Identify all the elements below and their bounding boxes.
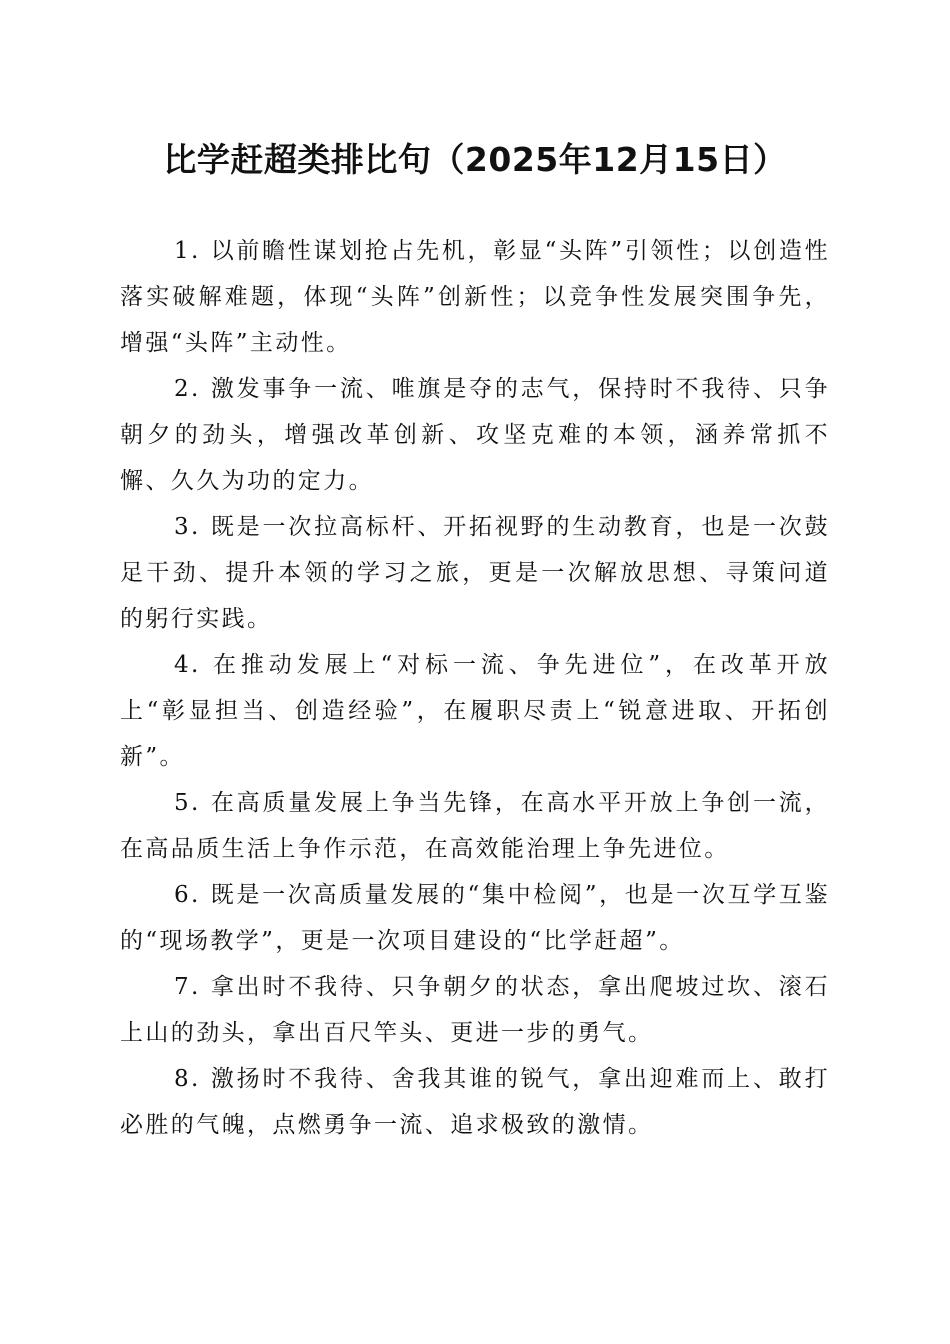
paragraph-1: 1. 以前瞻性谋划抢占先机，彰显“头阵”引领性；以创造性落实破解难题，体现“头阵”创新性；以竞争性发展突围争先，增强“头阵”主动性。: [120, 238, 830, 356]
paragraph-4: 4. 在推动发展上“对标一流、争先进位”，在改革开放上“彰显担当、创造经验”，在履职尽责上“锐意进取、开拓创新”。: [120, 652, 830, 770]
paragraph-7: 7. 拿出时不我待、只争朝夕的状态，拿出爬坡过坎、滚石上山的劲头，拿出百尺竿头、更进一步的勇气。: [120, 974, 830, 1046]
document-title: 比学赶超类排比句（2025年12月15日）: [163, 140, 787, 179]
paragraph-5: 5. 在高质量发展上争当先锋，在高水平开放上争创一流，在高品质生活上争作示范，在高效能治理上争先进位。: [120, 790, 830, 862]
paragraph-3: 3. 既是一次拉高标杆、开拓视野的生动教育，也是一次鼓足干劲、提升本领的学习之旅，更是一次解放思想、寻策问道的躬行实践。: [120, 514, 830, 632]
document-body: [120, 228, 830, 1148]
paragraph-8: 8. 激扬时不我待、舍我其谁的锐气，拿出迎难而上、敢打必胜的气魄，点燃勇争一流、追求极致的激情。: [120, 1066, 830, 1138]
paragraph-2: 2. 激发事争一流、唯旗是夺的志气，保持时不我待、只争朝夕的劲头，增强改革创新、攻坚克难的本领，涵养常抓不懈、久久为功的定力。: [120, 376, 830, 494]
paragraph-6: 6. 既是一次高质量发展的“集中检阅”，也是一次互学互鉴的“现场教学”，更是一次项目建设的“比学赶超”。: [120, 882, 830, 954]
